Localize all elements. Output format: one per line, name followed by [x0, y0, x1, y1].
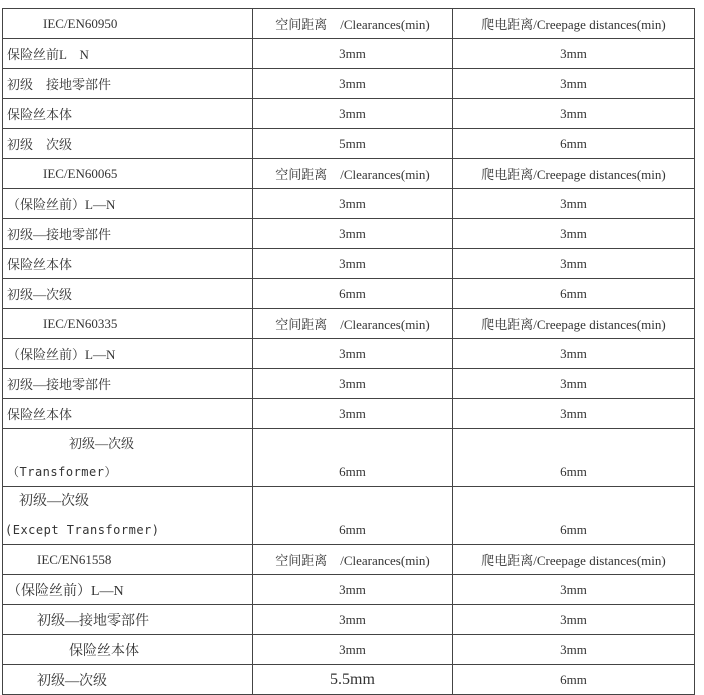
- clearance-value: 3mm: [253, 575, 453, 605]
- row-label: 初级—接地零部件: [3, 219, 253, 249]
- row-label: 初级—接地零部件: [3, 369, 253, 399]
- creepage-value: 6mm: [453, 429, 695, 487]
- creepage-header: 爬电距离/Creepage distances(min): [453, 9, 695, 39]
- section-header-row: [3, 309, 695, 339]
- table-row: [3, 339, 695, 369]
- row-label: （保险丝前）L—N: [3, 575, 253, 605]
- creepage-header: 爬电距离/Creepage distances(min): [453, 309, 695, 339]
- creepage-value: 3mm: [453, 69, 695, 99]
- table-row: [3, 129, 695, 159]
- clearance-value: 3mm: [253, 219, 453, 249]
- table-row: [3, 399, 695, 429]
- table-row: [3, 219, 695, 249]
- creepage-value: 3mm: [453, 575, 695, 605]
- table-row: [3, 189, 695, 219]
- section-header-row: [3, 159, 695, 189]
- creepage-value: 6mm: [453, 129, 695, 159]
- clearance-value: 3mm: [253, 189, 453, 219]
- creepage-header: 爬电距离/Creepage distances(min): [453, 545, 695, 575]
- creepage-header: 爬电距离/Creepage distances(min): [453, 159, 695, 189]
- creepage-value: 3mm: [453, 99, 695, 129]
- table-row: [3, 575, 695, 605]
- row-label: 保险丝前L N: [3, 39, 253, 69]
- row-label-line1: 初级—次级: [19, 493, 89, 509]
- clearance-header: 空间距离 /Clearances(min): [253, 545, 453, 575]
- row-label: [3, 429, 253, 487]
- clearance-value: 3mm: [253, 605, 453, 635]
- table-row: [3, 487, 695, 545]
- clearance-value: 3mm: [253, 39, 453, 69]
- table-row: [3, 279, 695, 309]
- standard-name: IEC/EN61558: [3, 545, 253, 575]
- creepage-value: 3mm: [453, 635, 695, 665]
- table-row: [3, 69, 695, 99]
- standard-name: IEC/EN60950: [3, 9, 253, 39]
- table-row: [3, 429, 695, 487]
- row-label: 保险丝本体: [3, 399, 253, 429]
- clearance-value: 6mm: [253, 429, 453, 487]
- creepage-value: 6mm: [453, 665, 695, 695]
- table-row: [3, 635, 695, 665]
- section-header-row: [3, 9, 695, 39]
- row-label: 初级—次级: [3, 279, 253, 309]
- clearance-header: 空间距离 /Clearances(min): [253, 309, 453, 339]
- standard-name: IEC/EN60335: [3, 309, 253, 339]
- creepage-value: 3mm: [453, 605, 695, 635]
- standard-name: IEC/EN60065: [3, 159, 253, 189]
- row-label: 初级 接地零部件: [3, 69, 253, 99]
- row-label-line1: 初级—次级: [69, 435, 135, 451]
- row-label: 初级—次级: [3, 665, 253, 695]
- clearance-header: 空间距离 /Clearances(min): [253, 9, 453, 39]
- table-row: [3, 605, 695, 635]
- clearance-value: 3mm: [253, 399, 453, 429]
- creepage-value: 3mm: [453, 39, 695, 69]
- table-row: [3, 369, 695, 399]
- creepage-value: 3mm: [453, 219, 695, 249]
- row-label: 初级—接地零部件: [3, 605, 253, 635]
- insulation-distance-table: [2, 8, 695, 695]
- table-row: [3, 665, 695, 695]
- row-label-line2: (Except Transformer): [5, 522, 160, 537]
- section-header-row: [3, 545, 695, 575]
- row-label-line2: （Transformer）: [7, 464, 117, 479]
- clearance-value: 3mm: [253, 369, 453, 399]
- clearance-value: 3mm: [253, 339, 453, 369]
- creepage-value: 3mm: [453, 249, 695, 279]
- row-label: 保险丝本体: [3, 99, 253, 129]
- clearance-value: 5mm: [253, 129, 453, 159]
- row-label: [3, 487, 253, 545]
- table-row: [3, 39, 695, 69]
- clearance-value: 3mm: [253, 249, 453, 279]
- row-label: （保险丝前）L—N: [3, 339, 253, 369]
- row-label: 保险丝本体: [3, 249, 253, 279]
- creepage-value: 6mm: [453, 487, 695, 545]
- clearance-value: 3mm: [253, 69, 453, 99]
- clearance-value: 3mm: [253, 635, 453, 665]
- creepage-value: 3mm: [453, 339, 695, 369]
- clearance-value: 6mm: [253, 487, 453, 545]
- row-label: 保险丝本体: [3, 635, 253, 665]
- table-row: [3, 249, 695, 279]
- table-row: [3, 99, 695, 129]
- creepage-value: 3mm: [453, 399, 695, 429]
- row-label: （保险丝前）L—N: [3, 189, 253, 219]
- clearance-value: 6mm: [253, 279, 453, 309]
- clearance-header: 空间距离 /Clearances(min): [253, 159, 453, 189]
- standards-table-container: [2, 8, 694, 695]
- creepage-value: 6mm: [453, 279, 695, 309]
- row-label: 初级 次级: [3, 129, 253, 159]
- creepage-value: 3mm: [453, 369, 695, 399]
- creepage-value: 3mm: [453, 189, 695, 219]
- clearance-value: 3mm: [253, 99, 453, 129]
- clearance-value: 5.5mm: [253, 665, 453, 695]
